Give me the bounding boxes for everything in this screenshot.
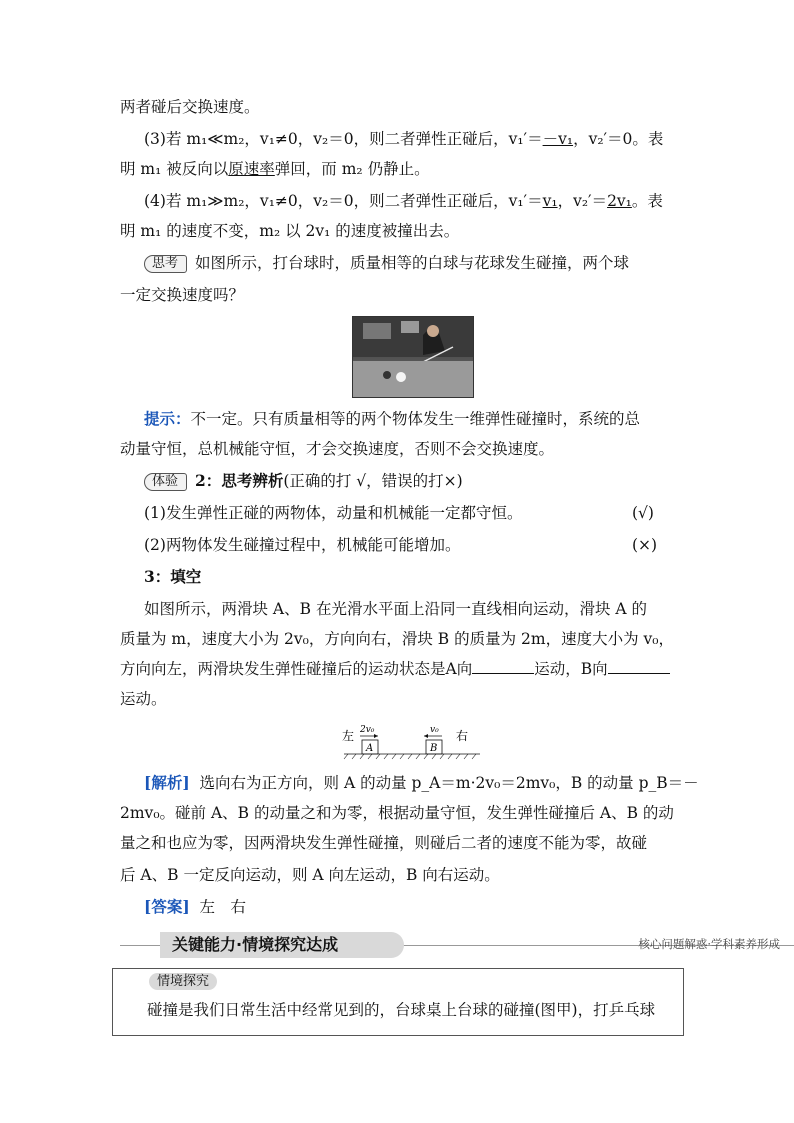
text-span: 方向向左，两滑块发生弹性碰撞后的运动状态是A向 xyxy=(120,660,473,678)
answer-label: [答案] xyxy=(144,897,190,916)
arrow-right-icon xyxy=(374,734,378,738)
text-span: 明 m₁ 被反向以 xyxy=(120,160,229,178)
label-left: 左 xyxy=(342,729,355,743)
text-line: 运动。 xyxy=(120,690,167,708)
text-span: (正确的打 √，错误的打×) xyxy=(283,472,463,490)
answer-text: 左 右 xyxy=(199,898,247,916)
answer-underline: 原速率 xyxy=(228,160,275,178)
text-span: (3)若 m₁≪m₂，v₁≠0，v₂＝0，则二者弹性正碰后，v₁′＝ xyxy=(144,130,543,148)
scenario-tag: 情境探究 xyxy=(149,973,217,990)
text-line: 一定交换速度吗？ xyxy=(120,286,245,304)
answer-underline: －v₁ xyxy=(542,130,574,148)
text-line: 3：填空 xyxy=(144,567,202,586)
text-line: 明 m₁ 的速度不变，m₂ 以 2v₁ 的速度被撞出去。 xyxy=(120,222,460,240)
answer-underline: 2v₁ xyxy=(607,192,632,210)
answer-blank xyxy=(608,659,670,674)
text-span: ，v₂′＝ xyxy=(557,192,608,210)
sliders-diagram xyxy=(340,718,482,764)
billiards-illustration xyxy=(353,317,473,397)
text-line: 2mv₀。碰前 A、B 的动量之和为零，根据动量守恒，发生弹性碰撞后 A、B 的动 xyxy=(120,804,674,822)
text-span: 思考辨析 xyxy=(221,471,284,490)
text-span: 选向右为正方向，则 A 的动量 p_A＝m·2v₀＝2mv₀，B 的动量 p_B＝－ xyxy=(199,774,699,792)
text-line xyxy=(144,408,640,430)
section-banner xyxy=(120,930,794,960)
ground-hatch xyxy=(344,754,476,759)
text-span: 如图所示，打台球时，质量相等的白球与花球发生碰撞，两个球 xyxy=(195,254,630,272)
text-line xyxy=(144,896,246,918)
judge-mark: (×) xyxy=(632,536,658,554)
label-right: 右 xyxy=(456,729,469,743)
text-line xyxy=(144,128,663,150)
text-line xyxy=(144,470,463,492)
slider-b-label: B xyxy=(430,743,438,754)
hint-label: 提示： xyxy=(144,409,191,428)
text-line: (2)两物体发生碰撞过程中，机械能可能增加。 xyxy=(144,536,461,554)
text-line: 量之和也应为零，因两滑块发生弹性碰撞，则碰后二者的速度不能为零，故碰 xyxy=(120,834,648,852)
scenario-box xyxy=(112,968,684,1036)
text-line: 动量守恒，总机械能守恒，才会交换速度，否则不会交换速度。 xyxy=(120,440,555,458)
text-line xyxy=(120,658,670,680)
experience-tag: 体验 xyxy=(144,473,187,491)
text-line: 如图所示，两滑块 A、B 在光滑水平面上沿同一直线相向运动，滑块 A 的 xyxy=(144,600,647,618)
text-line: 两者碰后交换速度。 xyxy=(120,98,260,116)
text-span: 不一定。只有质量相等的两个物体发生一维弹性碰撞时，系统的总 xyxy=(190,410,641,428)
judge-mark: (√) xyxy=(632,504,654,522)
analysis-label: [解析] xyxy=(144,773,190,792)
slider-a-label: A xyxy=(366,743,374,754)
text-span: ，v₂′＝0。表 xyxy=(573,130,664,148)
text-span: (4)若 m₁≫m₂，v₁≠0，v₂＝0，则二者弹性正碰后，v₁′＝ xyxy=(144,192,543,210)
text-line xyxy=(144,252,629,274)
text-span: 2： xyxy=(195,471,222,490)
velocity-b-label: v₀ xyxy=(430,725,439,735)
text-line xyxy=(120,158,430,180)
scenario-text: 碰撞是我们日常生活中经常见到的，台球桌上台球的碰撞(图甲)，打乒乓球 xyxy=(147,1001,656,1019)
text-line xyxy=(144,772,699,794)
answer-blank xyxy=(472,659,534,674)
text-line: (1)发生弹性正碰的两物体，动量和机械能一定都守恒。 xyxy=(144,504,523,522)
billiards-photo xyxy=(352,316,474,398)
answer-underline: v₁ xyxy=(542,192,558,210)
banner-subtitle: 核心问题解惑·学科素养形成 xyxy=(638,937,780,951)
text-span: 弹回，而 m₂ 仍静止。 xyxy=(274,160,430,178)
banner-title: 关键能力·情境探究达成 xyxy=(160,932,404,958)
text-line xyxy=(144,190,663,212)
text-line: 后 A、B 一定反向运动，则 A 向左运动，B 向右运动。 xyxy=(120,866,500,884)
think-tag: 思考 xyxy=(144,255,187,273)
text-line: 质量为 m，速度大小为 2v₀，方向向右，滑块 B 的质量为 2m，速度大小为 v₀， xyxy=(120,630,675,648)
velocity-a-label: 2v₀ xyxy=(360,725,375,735)
text-span: 。表 xyxy=(631,192,663,210)
text-span: 运动，B向 xyxy=(534,660,608,678)
arrow-left-icon xyxy=(424,734,428,738)
